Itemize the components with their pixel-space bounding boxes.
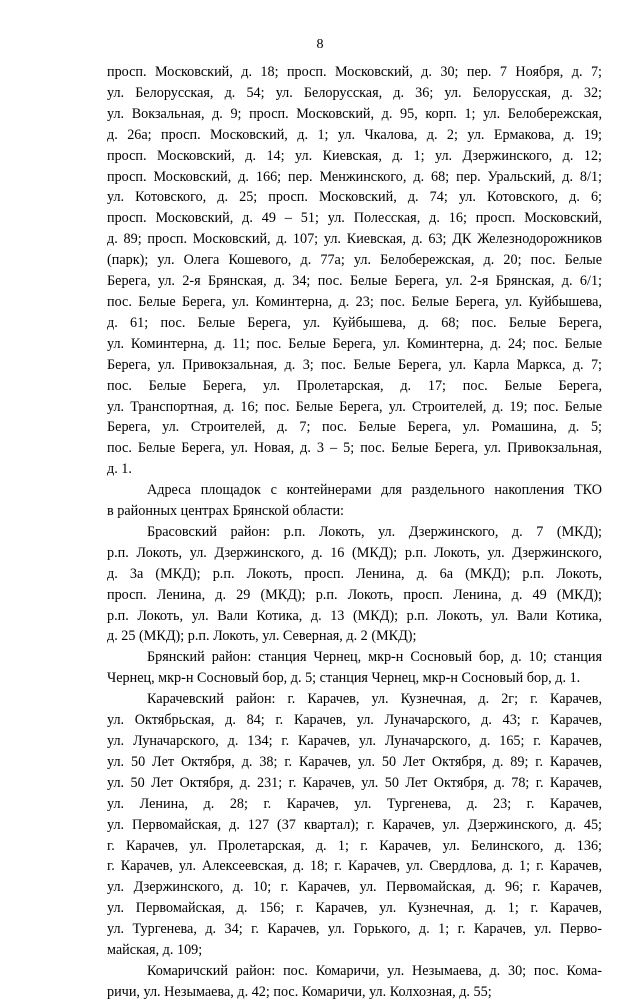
text-line: ул. Транспортная, д. 16; пос. Белые Берега, ул. Строителей, д. 19; пос. Белые [107,398,602,415]
paragraph [107,689,602,961]
text-line: д. 25 (МКД); р.п. Локоть, ул. Северная, д. 2 (МКД); [107,628,417,645]
paragraph [107,961,602,1003]
text-line: ул. Вокзальная, д. 9; просп. Московский, д. 95, корп. 1; ул. Белобережская, [107,105,602,122]
text-line: (парк); ул. Олега Кошевого, д. 77а; ул. Белобережская, д. 20; пос. Белые [107,252,602,269]
text-line: просп. Московский, д. 18; просп. Московский, д. 30; пер. 7 Ноября, д. 7; [107,64,602,80]
text-line: Комаричский район: пос. Комаричи, ул. Незымаева, д. 30; пос. Кома- [147,962,602,979]
text-line: ул. Котовского, д. 25; просп. Московский, д. 74; ул. Котовского, д. 6; [107,189,602,206]
text-line: пос. Белые Берега, ул. Коминтерна, д. 23; пос. Белые Берега, ул. Куйбышева, [107,293,602,310]
text-line: пос. Белые Берега, ул. Новая, д. 3 – 5; пос. Белые Берега, ул. Привокзальная, [107,440,602,457]
text-line: Берега, ул. Привокзальная, д. 3; пос. Белые Берега, ул. Карла Маркса, д. 7; [107,356,602,373]
text-line: ул. Дзержинского, д. 10; г. Карачев, ул. Первомайская, д. 96; г. Карачев, [107,879,602,896]
text-line: р.п. Локоть, ул. Вали Котика, д. 13 (МКД); р.п. Локоть, ул. Вали Котика, [107,607,602,624]
text-line: Брасовский район: р.п. Локоть, ул. Дзержинского, д. 7 (МКД); [147,523,602,540]
text-line: р.п. Локоть, ул. Дзержинского, д. 16 (МКД); р.п. Локоть, ул. Дзержинского, [107,544,602,561]
text-line: ул. 50 Лет Октября, д. 231; г. Карачев, ул. 50 Лет Октября, д. 78; г. Карачев, [107,774,602,791]
text-line: просп. Ленина, д. 29 (МКД); р.п. Локоть, просп. Ленина, д. 49 (МКД); [107,586,602,603]
text-line: пос. Белые Берега, ул. Пролетарская, д. 17; пос. Белые Берега, [107,377,602,394]
document-body [107,62,602,1003]
page-number: 8 [316,37,324,52]
text-line: ул. Первомайская, д. 127 (37 квартал); г. Карачев, ул. Дзержинского, д. 45; [107,816,602,833]
paragraph [107,522,602,647]
text-line: просп. Московский, д. 49 – 51; ул. Полесская, д. 16; просп. Московский, [107,210,602,227]
text-line: Берега, ул. 2-я Брянская, д. 34; пос. Белые Берега, ул. 2-я Брянская, д. 6/1; [107,273,602,290]
text-line: ул. Луначарского, д. 134; г. Карачев, ул. Луначарского, д. 165; г. Карачев, [107,733,602,749]
text-line: Брянский район: станция Чернец, мкр-н Сосновый бор, д. 10; станция [147,649,602,666]
text-line: ул. Ленина, д. 28; г. Карачев, ул. Тургенева, д. 23; г. Карачев, [107,795,602,812]
text-line: ул. 50 Лет Октября, д. 38; г. Карачев, ул. 50 Лет Октября, д. 89; г. Карачев, [107,753,602,770]
text-line: Адреса площадок с контейнерами для раздельного накопления ТКО [147,482,602,499]
paragraph [107,647,602,689]
text-line: г. Карачев, ул. Пролетарская, д. 1; г. Карачев, ул. Белинского, д. 136; [107,837,602,854]
text-line: Чернец, мкр-н Сосновый бор, д. 5; станция Чернец, мкр-н Сосновый бор, д. 1. [107,670,581,687]
text-line: Берега, ул. Строителей, д. 7; пос. Белые Берега, ул. Ромашина, д. 5; [107,419,602,436]
text-line: просп. Московский, д. 14; ул. Киевская, д. 1; ул. Дзержинского, д. 12; [107,147,602,164]
text-line: г. Карачев, ул. Алексеевская, д. 18; г. Карачев, ул. Свердлова, д. 1; г. Карачев, [107,858,602,875]
text-line: д. 26а; просп. Московский, д. 1; ул. Чкалова, д. 2; ул. Ермакова, д. 19; [107,126,602,143]
text-line: ул. Октябрьская, д. 84; г. Карачев, ул. Луначарского, д. 43; г. Карачев, [107,712,602,729]
text-line: д. 89; просп. Московский, д. 107; ул. Киевская, д. 63; ДК Железнодорожников [107,231,602,248]
text-line: ричи, ул. Незымаева, д. 42; пос. Комаричи, ул. Колхозная, д. 55; [107,983,492,1000]
text-line: ул. Первомайская, д. 156; г. Карачев, ул. Кузнечная, д. 1; г. Карачев, [107,900,602,917]
text-line: Карачевский район: г. Карачев, ул. Кузнечная, д. 2г; г. Карачев, [147,691,602,708]
text-line: д. 61; пос. Белые Берега, ул. Куйбышева, д. 68; пос. Белые Берега, [107,314,602,331]
paragraph [107,480,602,522]
text-line: ул. Белорусская, д. 54; ул. Белорусская, д. 36; ул. Белорусская, д. 32; [107,84,602,101]
text-line: майская, д. 109; [107,942,203,959]
paragraph [107,62,602,480]
text-line: ул. Тургенева, д. 34; г. Карачев, ул. Горького, д. 1; г. Карачев, ул. Перво- [107,921,602,938]
text-line: д. 3а (МКД); р.п. Локоть, просп. Ленина, д. 6а (МКД); р.п. Локоть, [107,565,602,582]
text-line: ул. Коминтерна, д. 11; пос. Белые Берега, ул. Коминтерна, д. 24; пос. Белые [107,335,602,352]
text-line: просп. Московский, д. 166; пер. Менжинского, д. 68; пер. Уральский, д. 8/1; [107,168,602,185]
text-line: д. 1. [107,461,132,478]
text-line: в районных центрах Брянской области: [107,503,344,520]
